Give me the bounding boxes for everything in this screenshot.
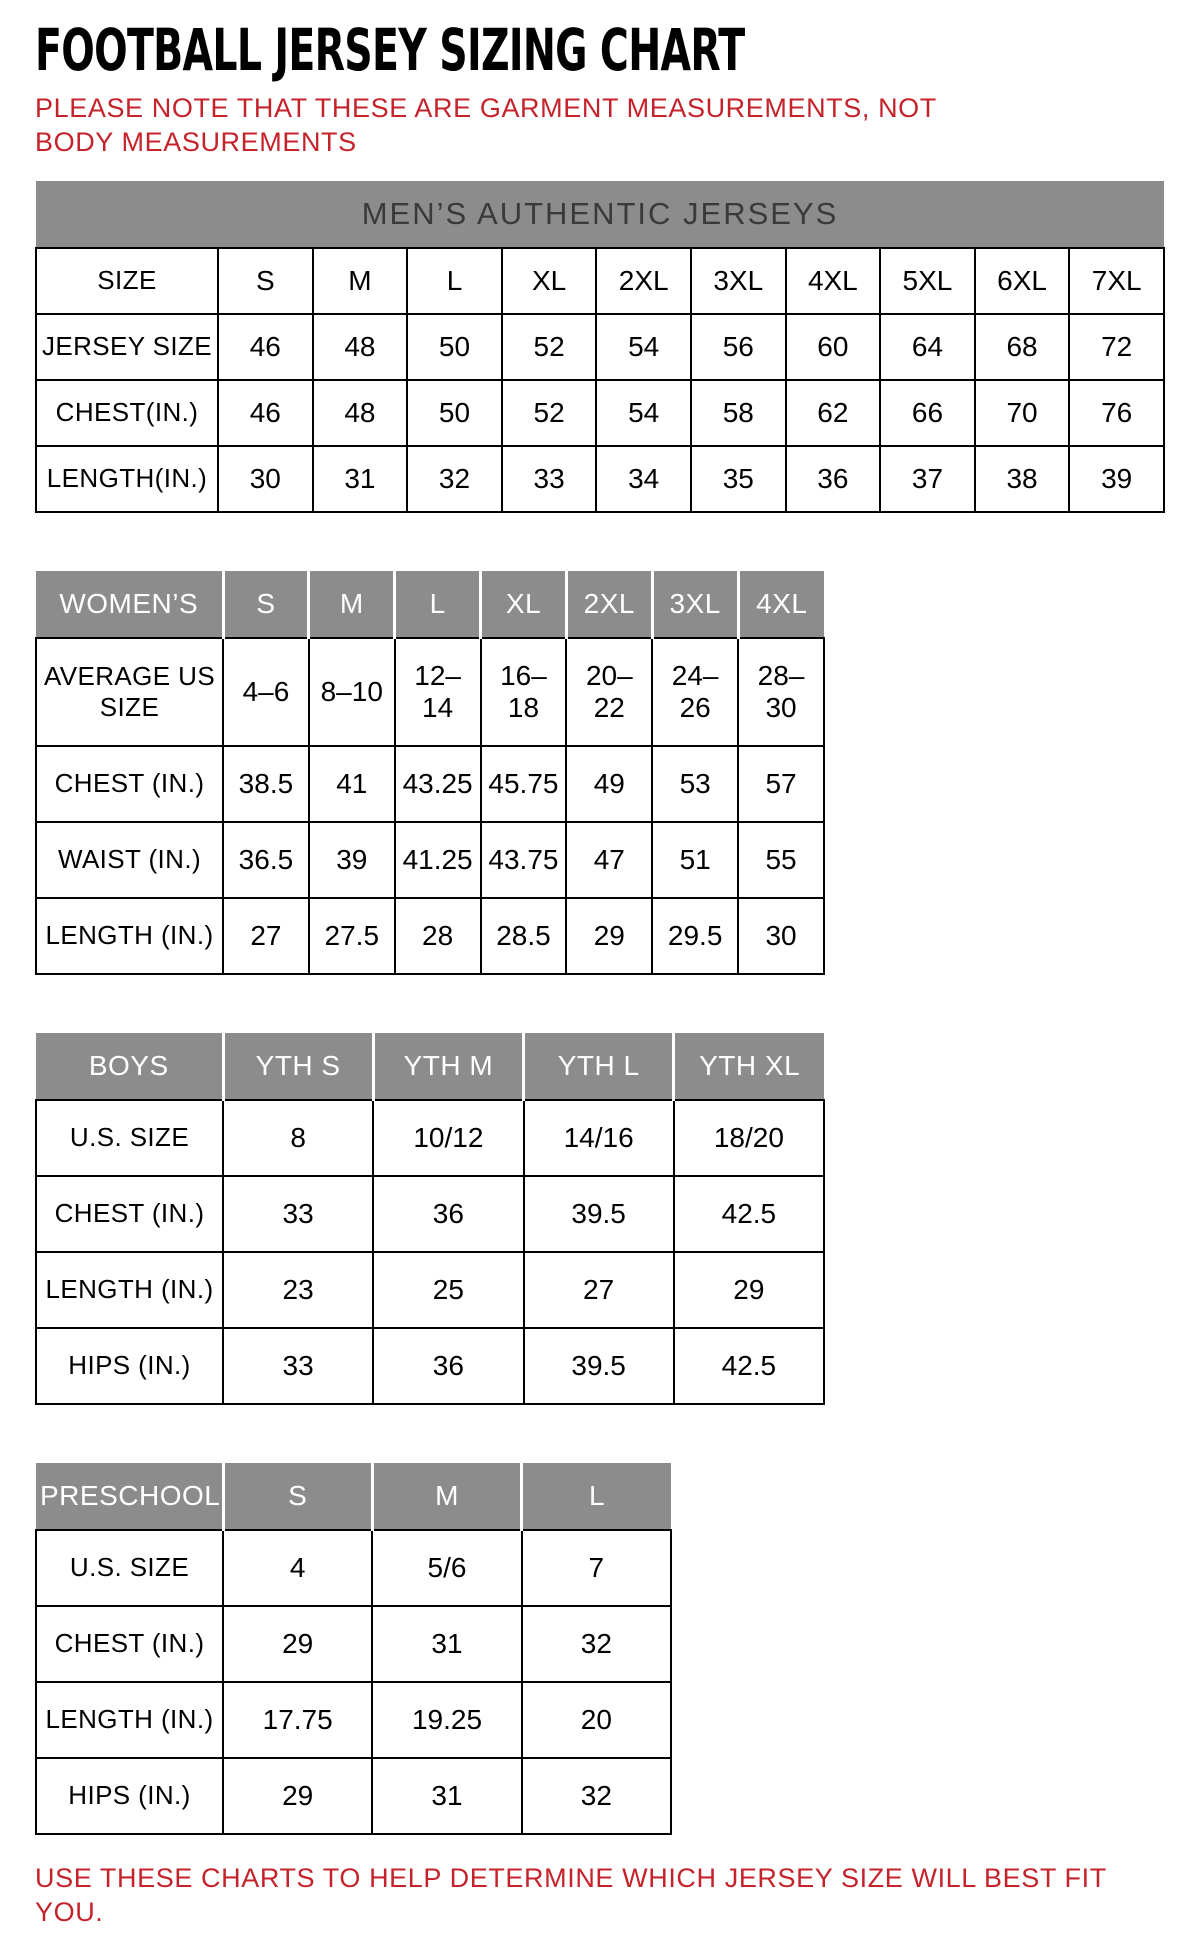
table-cell: 2XL: [596, 248, 691, 314]
table-cell: 66: [880, 380, 975, 446]
table-cell: 35: [691, 446, 786, 512]
table-row: [36, 1758, 671, 1834]
row-label: HIPS (IN.): [36, 1758, 223, 1834]
table-cell: 29: [223, 1606, 372, 1682]
table-row: [36, 248, 1164, 314]
table-cell: 42.5: [674, 1176, 824, 1252]
row-label: LENGTH (IN.): [36, 1682, 223, 1758]
table-cell: 33: [502, 446, 597, 512]
mens-authentic-jerseys-table: [35, 181, 1165, 513]
table-cell: 29: [223, 1758, 372, 1834]
table-row: [36, 1606, 671, 1682]
size-header-row: [36, 1461, 671, 1530]
table-cell: 50: [407, 380, 502, 446]
size-header-cell: YTH M: [373, 1031, 523, 1100]
table-cell: 37: [880, 446, 975, 512]
table-cell: 70: [975, 380, 1070, 446]
table-cell: 39: [1069, 446, 1164, 512]
row-label: U.S. SIZE: [36, 1100, 223, 1176]
table-cell: 4XL: [786, 248, 881, 314]
table-cell: 28: [395, 898, 481, 974]
table-cell: 25: [373, 1252, 523, 1328]
table-cell: 27: [223, 898, 309, 974]
table-cell: 31: [372, 1606, 521, 1682]
size-header-cell: S: [223, 1461, 372, 1530]
table-cell: 41.25: [395, 822, 481, 898]
size-header-cell: YTH L: [524, 1031, 674, 1100]
row-label: U.S. SIZE: [36, 1530, 223, 1606]
table-cell: 17.75: [223, 1682, 372, 1758]
size-header-cell: S: [223, 569, 309, 638]
table-cell: 47: [566, 822, 652, 898]
row-label: HIPS (IN.): [36, 1328, 223, 1404]
table-row: [36, 1682, 671, 1758]
table-cell: 49: [566, 746, 652, 822]
table-row: [36, 1252, 824, 1328]
table-cell: 39: [309, 822, 395, 898]
size-header-row: [36, 569, 824, 638]
table-cell: 68: [975, 314, 1070, 380]
table-row: [36, 822, 824, 898]
row-label: LENGTH(IN.): [36, 446, 218, 512]
row-label: LENGTH (IN.): [36, 1252, 223, 1328]
table-title: WOMEN’S: [36, 569, 223, 638]
table-cell: 46: [218, 380, 313, 446]
row-label: SIZE: [36, 248, 218, 314]
table-cell: 54: [596, 380, 691, 446]
table-cell: 29.5: [652, 898, 738, 974]
table-cell: 53: [652, 746, 738, 822]
table-cell: 46: [218, 314, 313, 380]
size-header-cell: M: [372, 1461, 521, 1530]
table-cell: 29: [566, 898, 652, 974]
table-cell: 36.5: [223, 822, 309, 898]
table-row: [36, 314, 1164, 380]
table-title: PRESCHOOL: [36, 1461, 223, 1530]
table-cell: 72: [1069, 314, 1164, 380]
table-cell: 52: [502, 380, 597, 446]
table-cell: 10/12: [373, 1100, 523, 1176]
table-cell: 3XL: [691, 248, 786, 314]
table-cell: S: [218, 248, 313, 314]
table-row: [36, 1328, 824, 1404]
table-cell: XL: [502, 248, 597, 314]
size-header-row: [36, 1031, 824, 1100]
size-header-cell: XL: [481, 569, 567, 638]
table-cell: 30: [218, 446, 313, 512]
table-cell: 4: [223, 1530, 372, 1606]
row-label: CHEST (IN.): [36, 746, 223, 822]
table-cell: M: [313, 248, 408, 314]
table-cell: 12–14: [395, 638, 481, 746]
boys-sizing-table: [35, 1030, 825, 1405]
size-header-cell: YTH XL: [674, 1031, 824, 1100]
table-cell: 36: [373, 1328, 523, 1404]
table-row: [36, 446, 1164, 512]
table-row: [36, 898, 824, 974]
table-cell: 42.5: [674, 1328, 824, 1404]
table-row: [36, 1100, 824, 1176]
table-cell: 62: [786, 380, 881, 446]
table-row: [36, 638, 824, 746]
row-label: AVERAGE US SIZE: [36, 638, 223, 746]
table-cell: 45.75: [481, 746, 567, 822]
table-cell: 30: [738, 898, 824, 974]
table-title: BOYS: [36, 1031, 223, 1100]
size-header-cell: 4XL: [738, 569, 824, 638]
table-cell: 32: [522, 1758, 671, 1834]
table-cell: 20: [522, 1682, 671, 1758]
table-cell: 7: [522, 1530, 671, 1606]
table-row: [36, 1176, 824, 1252]
size-header-cell: 2XL: [566, 569, 652, 638]
table-cell: 57: [738, 746, 824, 822]
table-cell: 36: [786, 446, 881, 512]
table-cell: 16–18: [481, 638, 567, 746]
table-cell: 39.5: [524, 1328, 674, 1404]
table-cell: 29: [674, 1252, 824, 1328]
size-header-cell: M: [309, 569, 395, 638]
table-cell: 50: [407, 314, 502, 380]
table-cell: 48: [313, 314, 408, 380]
page-title: FOOTBALL JERSEY SIZING CHART: [35, 16, 745, 84]
table-cell: 39.5: [524, 1176, 674, 1252]
size-header-cell: YTH S: [223, 1031, 373, 1100]
table-cell: 38.5: [223, 746, 309, 822]
size-header-cell: L: [522, 1461, 671, 1530]
table-cell: 48: [313, 380, 408, 446]
row-label: CHEST (IN.): [36, 1176, 223, 1252]
table-cell: 28–30: [738, 638, 824, 746]
table-cell: 52: [502, 314, 597, 380]
table-cell: 14/16: [524, 1100, 674, 1176]
table-cell: 18/20: [674, 1100, 824, 1176]
table-cell: 31: [313, 446, 408, 512]
table-cell: 5XL: [880, 248, 975, 314]
table-cell: 32: [407, 446, 502, 512]
size-header-cell: 3XL: [652, 569, 738, 638]
table-cell: 5/6: [372, 1530, 521, 1606]
table-cell: 8–10: [309, 638, 395, 746]
table-cell: 56: [691, 314, 786, 380]
preschool-sizing-table: [35, 1460, 672, 1835]
table-cell: 6XL: [975, 248, 1070, 314]
table-banner-row: [36, 181, 1164, 248]
table-cell: 38: [975, 446, 1070, 512]
table-cell: 23: [223, 1252, 373, 1328]
table-cell: L: [407, 248, 502, 314]
womens-sizing-table: [35, 568, 825, 975]
row-label: JERSEY SIZE: [36, 314, 218, 380]
table-banner: MEN’S AUTHENTIC JERSEYS: [36, 181, 1164, 248]
table-cell: 33: [223, 1176, 373, 1252]
table-cell: 43.75: [481, 822, 567, 898]
table-cell: 33: [223, 1328, 373, 1404]
table-cell: 31: [372, 1758, 521, 1834]
table-cell: 36: [373, 1176, 523, 1252]
table-cell: 28.5: [481, 898, 567, 974]
garment-measurements-note: PLEASE NOTE THAT THESE ARE GARMENT MEASUREMENTS, NOT BODY MEASUREMENTS: [35, 92, 937, 157]
table-cell: 60: [786, 314, 881, 380]
table-cell: 41: [309, 746, 395, 822]
table-cell: 58: [691, 380, 786, 446]
table-cell: 64: [880, 314, 975, 380]
fit-advice-note: USE THESE CHARTS TO HELP DETERMINE WHICH JERSEY SIZE WILL BEST FIT YOU.: [35, 1862, 1107, 1927]
table-row: [36, 746, 824, 822]
table-row: [36, 1530, 671, 1606]
row-label: LENGTH (IN.): [36, 898, 223, 974]
table-cell: 19.25: [372, 1682, 521, 1758]
table-cell: 27: [524, 1252, 674, 1328]
table-cell: 20–22: [566, 638, 652, 746]
table-cell: 43.25: [395, 746, 481, 822]
table-cell: 7XL: [1069, 248, 1164, 314]
table-cell: 32: [522, 1606, 671, 1682]
size-header-cell: L: [395, 569, 481, 638]
row-label: CHEST (IN.): [36, 1606, 223, 1682]
row-label: WAIST (IN.): [36, 822, 223, 898]
table-cell: 8: [223, 1100, 373, 1176]
table-cell: 51: [652, 822, 738, 898]
table-cell: 55: [738, 822, 824, 898]
table-cell: 54: [596, 314, 691, 380]
table-cell: 24–26: [652, 638, 738, 746]
table-cell: 34: [596, 446, 691, 512]
table-cell: 4–6: [223, 638, 309, 746]
table-cell: 27.5: [309, 898, 395, 974]
table-row: [36, 380, 1164, 446]
row-label: CHEST(IN.): [36, 380, 218, 446]
table-cell: 76: [1069, 380, 1164, 446]
